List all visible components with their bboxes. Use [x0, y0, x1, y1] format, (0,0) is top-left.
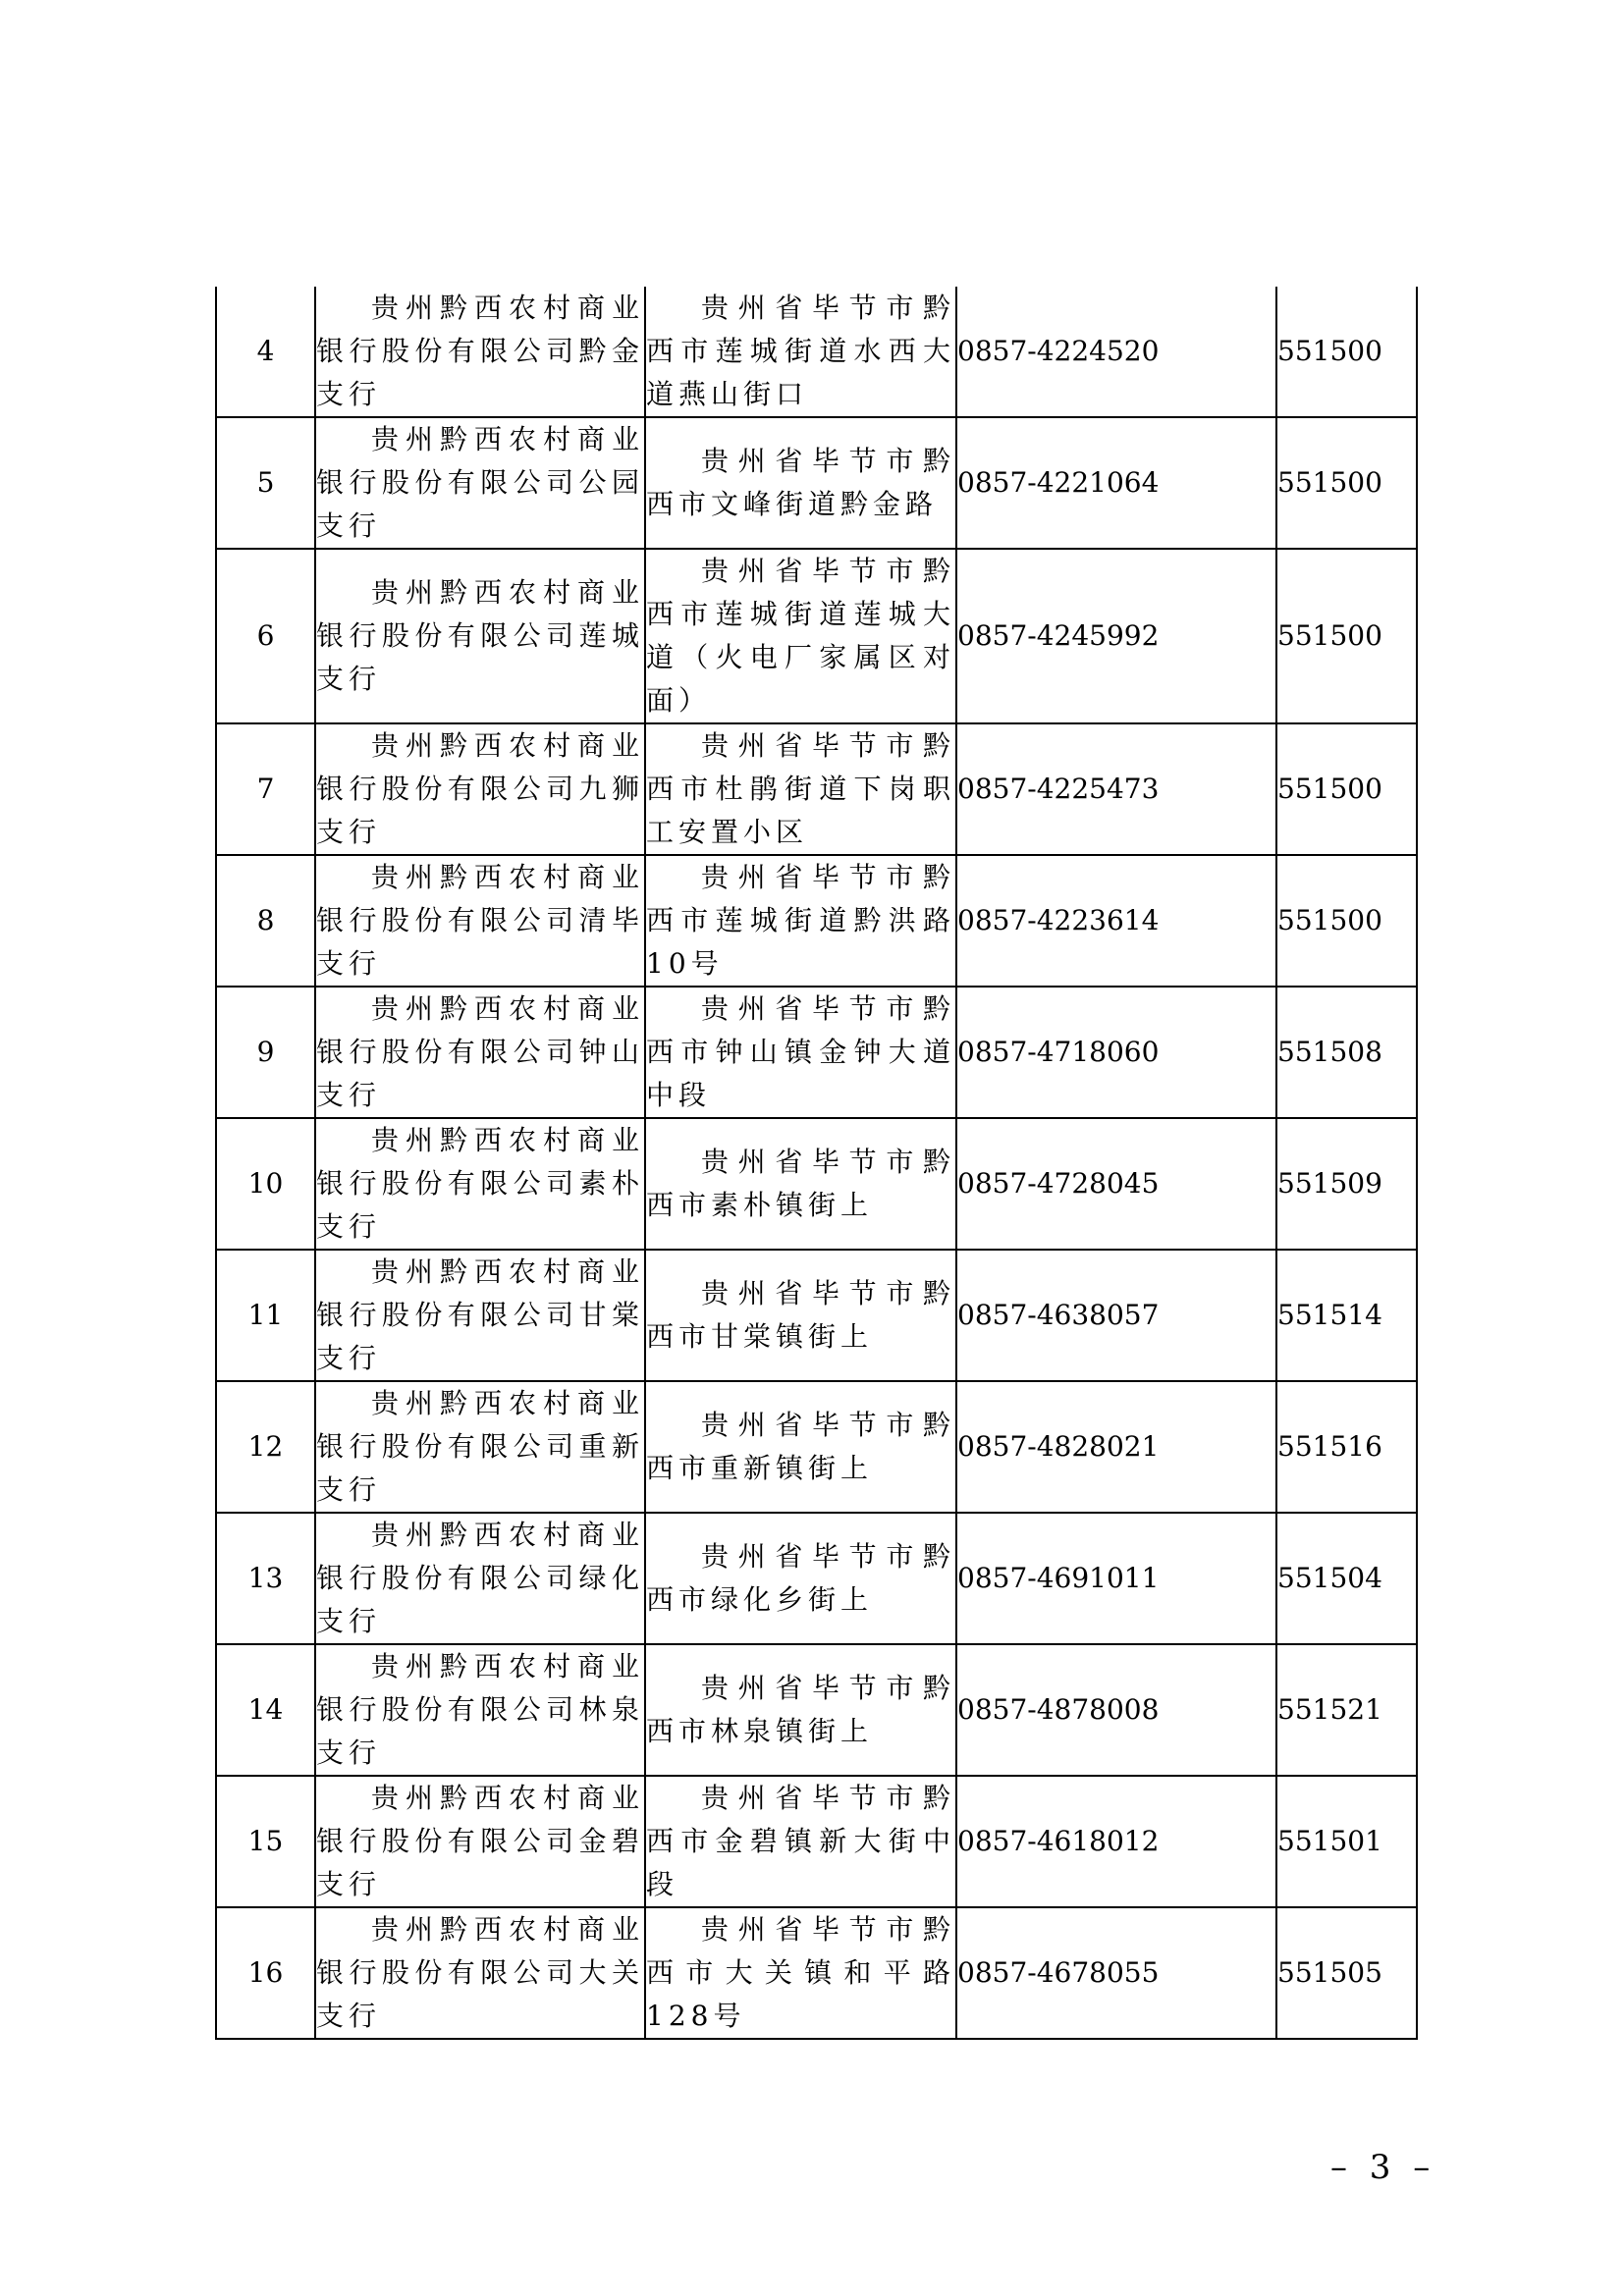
table-row: [216, 987, 1417, 1118]
branch-address: 贵州省毕节市黔西市文峰街道黔金路: [646, 445, 955, 520]
branch-phone: 0857-4878008: [957, 1693, 1160, 1726]
branch-name-cell: [315, 549, 645, 723]
table-row: [216, 1381, 1417, 1513]
branch-phone-cell: [956, 1776, 1276, 1907]
branch-zip: 551505: [1277, 1956, 1382, 1989]
branch-zip: 551504: [1277, 1562, 1382, 1594]
branch-phone: 0857-4691011: [957, 1562, 1160, 1594]
branch-zip: 551501: [1277, 1825, 1382, 1857]
branch-phone-cell: [956, 287, 1276, 417]
branch-zip-cell: [1276, 549, 1417, 723]
table-row: [216, 1644, 1417, 1776]
branch-phone-cell: [956, 1118, 1276, 1250]
branch-name-cell: [315, 1644, 645, 1776]
table-row: [216, 1118, 1417, 1250]
branch-name: 贵州黔西农村商业银行股份有限公司重新支行: [316, 1387, 644, 1506]
branch-phone: 0857-4728045: [957, 1167, 1160, 1200]
branch-phone: 0857-4245992: [957, 619, 1160, 652]
branch-name: 贵州黔西农村商业银行股份有限公司九狮支行: [316, 729, 644, 848]
branch-address-cell: [645, 987, 956, 1118]
row-number: 12: [247, 1430, 284, 1463]
table-row: [216, 287, 1417, 417]
table-row: [216, 1513, 1417, 1644]
row-number-cell: [216, 1907, 315, 2039]
table-row: [216, 723, 1417, 855]
branch-name-cell: [315, 1250, 645, 1381]
row-number: 10: [247, 1167, 284, 1200]
branch-table-body: [216, 287, 1417, 2039]
branch-phone-cell: [956, 1907, 1276, 2039]
branch-phone-cell: [956, 723, 1276, 855]
branch-name: 贵州黔西农村商业银行股份有限公司素朴支行: [316, 1124, 644, 1243]
branch-phone: 0857-4225473: [957, 773, 1160, 805]
table-row: [216, 1907, 1417, 2039]
row-number: 8: [256, 904, 275, 936]
branch-address-cell: [645, 1118, 956, 1250]
branch-name: 贵州黔西农村商业银行股份有限公司莲城支行: [316, 576, 644, 695]
branch-zip: 551521: [1277, 1693, 1382, 1726]
branch-phone: 0857-4618012: [957, 1825, 1160, 1857]
branch-phone: 0857-4718060: [957, 1036, 1160, 1068]
branch-name: 贵州黔西农村商业银行股份有限公司清毕支行: [316, 861, 644, 980]
branch-phone-cell: [956, 1250, 1276, 1381]
branch-name: 贵州黔西农村商业银行股份有限公司甘棠支行: [316, 1255, 644, 1374]
branch-name: 贵州黔西农村商业银行股份有限公司钟山支行: [316, 992, 644, 1111]
row-number: 14: [247, 1693, 284, 1726]
branch-name-cell: [315, 287, 645, 417]
branch-zip-cell: [1276, 1118, 1417, 1250]
branch-name: 贵州黔西农村商业银行股份有限公司黔金支行: [316, 292, 644, 410]
branch-zip-cell: [1276, 1644, 1417, 1776]
branch-zip-cell: [1276, 417, 1417, 549]
branch-zip-cell: [1276, 1907, 1417, 2039]
branch-name-cell: [315, 1776, 645, 1907]
branch-phone: 0857-4678055: [957, 1956, 1160, 1989]
branch-phone: 0857-4224520: [957, 335, 1160, 367]
branch-name: 贵州黔西农村商业银行股份有限公司绿化支行: [316, 1519, 644, 1637]
branch-address: 贵州省毕节市黔西市素朴镇街上: [646, 1146, 955, 1221]
branch-address: 贵州省毕节市黔西市林泉镇街上: [646, 1672, 955, 1747]
branch-address: 贵州省毕节市黔西市大关镇和平路128号: [646, 1913, 955, 2032]
row-number: 11: [247, 1299, 284, 1331]
branch-name-cell: [315, 987, 645, 1118]
branch-address-cell: [645, 1776, 956, 1907]
branch-zip: 551500: [1277, 466, 1382, 499]
branch-zip: 551514: [1277, 1299, 1382, 1331]
branch-address: 贵州省毕节市黔西市甘棠镇街上: [646, 1277, 955, 1353]
branch-address-cell: [645, 549, 956, 723]
branch-address: 贵州省毕节市黔西市杜鹃街道下岗职工安置小区: [646, 729, 955, 848]
branch-address: 贵州省毕节市黔西市莲城街道黔洪路10号: [646, 861, 955, 980]
branch-phone: 0857-4221064: [957, 466, 1160, 499]
row-number-cell: [216, 1513, 315, 1644]
row-number: 7: [256, 773, 275, 805]
table-row: [216, 417, 1417, 549]
branch-address: 贵州省毕节市黔西市金碧镇新大街中段: [646, 1782, 955, 1900]
branch-zip-cell: [1276, 1250, 1417, 1381]
branch-phone-cell: [956, 1644, 1276, 1776]
branch-phone-cell: [956, 987, 1276, 1118]
row-number-cell: [216, 1776, 315, 1907]
branch-name: 贵州黔西农村商业银行股份有限公司大关支行: [316, 1913, 644, 2032]
branch-name-cell: [315, 417, 645, 549]
branch-phone-cell: [956, 1381, 1276, 1513]
branch-address-cell: [645, 1250, 956, 1381]
table-row: [216, 1250, 1417, 1381]
branch-zip-cell: [1276, 1381, 1417, 1513]
branch-address-cell: [645, 287, 956, 417]
row-number: 13: [247, 1562, 284, 1594]
branch-zip: 551500: [1277, 619, 1382, 652]
branch-name-cell: [315, 1381, 645, 1513]
branch-zip: 551500: [1277, 335, 1382, 367]
row-number-cell: [216, 723, 315, 855]
row-number-cell: [216, 417, 315, 549]
row-number-cell: [216, 1381, 315, 1513]
branch-table-container: [215, 287, 1416, 2040]
branch-address-cell: [645, 417, 956, 549]
branch-zip-cell: [1276, 287, 1417, 417]
branch-zip-cell: [1276, 987, 1417, 1118]
branch-zip-cell: [1276, 723, 1417, 855]
row-number-cell: [216, 855, 315, 987]
row-number-cell: [216, 287, 315, 417]
branch-name-cell: [315, 855, 645, 987]
branch-phone: 0857-4223614: [957, 904, 1160, 936]
branch-name: 贵州黔西农村商业银行股份有限公司公园支行: [316, 423, 644, 542]
branch-address: 贵州省毕节市黔西市莲城街道莲城大道（火电厂家属区对面）: [646, 555, 955, 717]
branch-name-cell: [315, 723, 645, 855]
branch-zip: 551500: [1277, 904, 1382, 936]
row-number-cell: [216, 1250, 315, 1381]
branch-address-cell: [645, 1513, 956, 1644]
branch-address-cell: [645, 1381, 956, 1513]
branch-zip: 551516: [1277, 1430, 1382, 1463]
branch-zip-cell: [1276, 1776, 1417, 1907]
branch-address: 贵州省毕节市黔西市莲城街道水西大道燕山街口: [646, 292, 955, 410]
branch-zip-cell: [1276, 855, 1417, 987]
branch-zip-cell: [1276, 1513, 1417, 1644]
branch-name-cell: [315, 1513, 645, 1644]
branch-name: 贵州黔西农村商业银行股份有限公司金碧支行: [316, 1782, 644, 1900]
branch-phone: 0857-4828021: [957, 1430, 1160, 1463]
branch-address-cell: [645, 855, 956, 987]
table-row: [216, 549, 1417, 723]
row-number-cell: [216, 1644, 315, 1776]
row-number: 9: [256, 1036, 275, 1068]
row-number: 4: [256, 335, 275, 367]
branch-name-cell: [315, 1907, 645, 2039]
branch-address: 贵州省毕节市黔西市钟山镇金钟大道中段: [646, 992, 955, 1111]
row-number: 15: [247, 1825, 284, 1857]
branch-zip: 551500: [1277, 773, 1382, 805]
branch-address-cell: [645, 723, 956, 855]
branch-zip: 551509: [1277, 1167, 1382, 1200]
branch-address: 贵州省毕节市黔西市绿化乡街上: [646, 1540, 955, 1616]
table-row: [216, 1776, 1417, 1907]
branch-zip: 551508: [1277, 1036, 1382, 1068]
row-number-cell: [216, 549, 315, 723]
row-number-cell: [216, 1118, 315, 1250]
branch-phone-cell: [956, 855, 1276, 987]
branch-name: 贵州黔西农村商业银行股份有限公司林泉支行: [316, 1650, 644, 1769]
branch-phone-cell: [956, 549, 1276, 723]
branch-address-cell: [645, 1644, 956, 1776]
row-number-cell: [216, 987, 315, 1118]
row-number: 16: [247, 1956, 284, 1989]
row-number: 5: [256, 466, 275, 499]
table-row: [216, 855, 1417, 987]
branch-table: [215, 287, 1418, 2040]
branch-phone-cell: [956, 417, 1276, 549]
page-number: – 3 –: [1330, 2148, 1436, 2187]
row-number: 6: [256, 619, 275, 652]
branch-phone: 0857-4638057: [957, 1299, 1160, 1331]
branch-address-cell: [645, 1907, 956, 2039]
branch-phone-cell: [956, 1513, 1276, 1644]
branch-address: 贵州省毕节市黔西市重新镇街上: [646, 1409, 955, 1484]
branch-name-cell: [315, 1118, 645, 1250]
